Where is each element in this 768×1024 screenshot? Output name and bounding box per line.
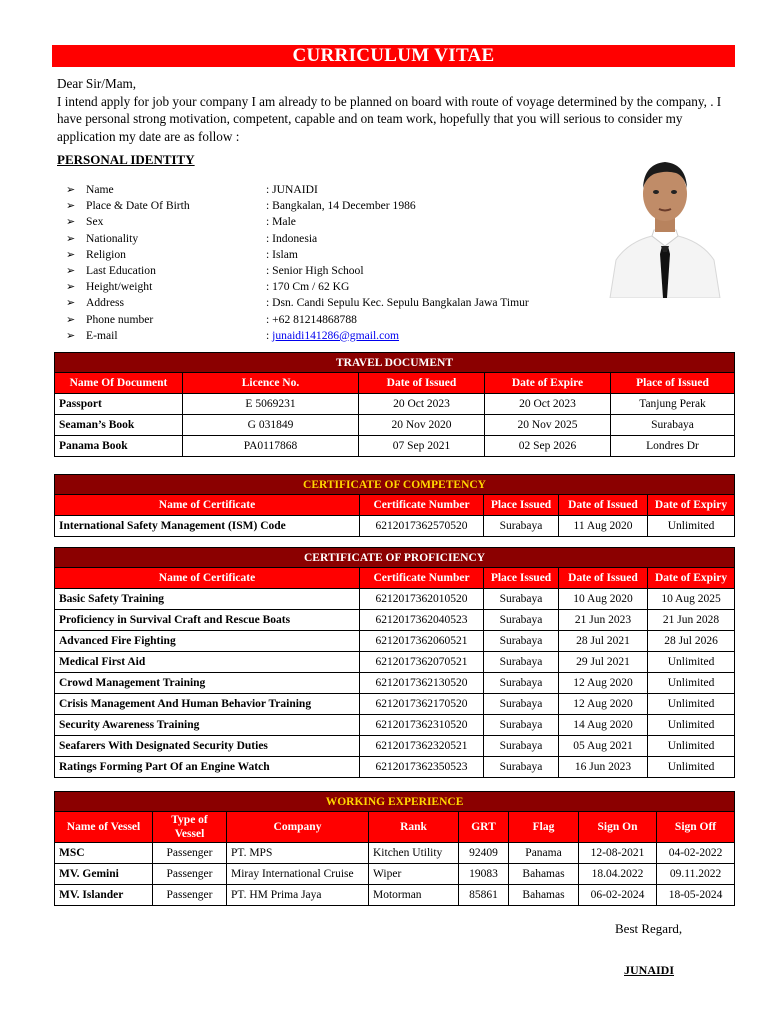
arrow-bullet-icon: ➢ bbox=[66, 200, 76, 213]
identity-label: Nationality bbox=[86, 231, 139, 245]
table-cell: Surabaya bbox=[611, 415, 735, 436]
table-cell: 92409 bbox=[459, 843, 509, 864]
table-cell: 14 Aug 2020 bbox=[559, 715, 648, 736]
email-link[interactable]: junaidi141286@gmail.com bbox=[272, 328, 400, 342]
column-header: Certificate Number bbox=[360, 495, 484, 516]
table-cell: Surabaya bbox=[484, 673, 559, 694]
table-cell: 04-02-2022 bbox=[657, 843, 735, 864]
table-cell: Passport bbox=[55, 394, 183, 415]
table-cell: 12-08-2021 bbox=[579, 843, 657, 864]
table-cell: 85861 bbox=[459, 885, 509, 906]
column-header: Sign Off bbox=[657, 812, 735, 843]
table-cell: 6212017362130520 bbox=[360, 673, 484, 694]
table-cell: 20 Oct 2023 bbox=[359, 394, 485, 415]
table-row bbox=[55, 610, 735, 631]
column-header: Date of Expiry bbox=[648, 568, 735, 589]
column-header: Licence No. bbox=[183, 373, 359, 394]
section-title-row bbox=[55, 548, 735, 568]
arrow-bullet-icon: ➢ bbox=[66, 264, 76, 277]
table-cell: Kitchen Utility bbox=[369, 843, 459, 864]
arrow-bullet-icon: ➢ bbox=[66, 248, 76, 261]
section-title: WORKING EXPERIENCE bbox=[55, 792, 735, 812]
table-cell: 12 Aug 2020 bbox=[559, 673, 648, 694]
table-cell: Seaman’s Book bbox=[55, 415, 183, 436]
identity-value: : 170 Cm / 62 KG bbox=[266, 280, 350, 294]
table-cell: Motorman bbox=[369, 885, 459, 906]
identity-value: : JUNAIDI bbox=[266, 183, 318, 196]
column-header: Date of Expire bbox=[485, 373, 611, 394]
table-cell: Surabaya bbox=[484, 652, 559, 673]
table-cell: 06-02-2024 bbox=[579, 885, 657, 906]
column-header: Name of Certificate bbox=[55, 495, 360, 516]
table-cell: 6212017362350523 bbox=[360, 757, 484, 778]
identity-value: : Dsn. Candi Sepulu Kec. Sepulu Bangkalan Jawa Timur bbox=[266, 296, 529, 310]
table-cell: Miray International Cruise bbox=[227, 864, 369, 885]
intro-paragraph: I intend apply for job your company I am already to be planned on board with route of voyage determined by the company, . I have personal strong motivation, competent, capable and on team work, hopefully that you will serious to consider my application my date are as follow : bbox=[57, 93, 722, 144]
table-row bbox=[55, 715, 735, 736]
identity-value: : Senior High School bbox=[266, 263, 364, 277]
header-row bbox=[55, 568, 735, 589]
table-row bbox=[55, 589, 735, 610]
table-row bbox=[55, 394, 735, 415]
section-title-row bbox=[55, 475, 735, 495]
column-header: Certificate Number bbox=[360, 568, 484, 589]
section-title: TRAVEL DOCUMENT bbox=[55, 353, 735, 373]
table-cell: Passenger bbox=[153, 843, 227, 864]
table-cell: Unlimited bbox=[648, 652, 735, 673]
document-title: CURRICULUM VITAE bbox=[52, 45, 735, 67]
table-cell: Panama Book bbox=[55, 436, 183, 457]
arrow-bullet-icon: ➢ bbox=[66, 297, 76, 310]
table-cell: Surabaya bbox=[484, 631, 559, 652]
table-row bbox=[55, 631, 735, 652]
table-cell: 11 Aug 2020 bbox=[559, 516, 648, 537]
table-cell: Surabaya bbox=[484, 516, 559, 537]
table-cell: Seafarers With Designated Security Duties bbox=[55, 736, 360, 757]
table-cell: 20 Oct 2023 bbox=[485, 394, 611, 415]
certificate-of-competency-table bbox=[54, 474, 735, 537]
column-header: Company bbox=[227, 812, 369, 843]
table-row bbox=[55, 694, 735, 715]
table-cell: Surabaya bbox=[484, 736, 559, 757]
section-title: CERTIFICATE OF COMPETENCY bbox=[55, 475, 735, 495]
table-cell: 10 Aug 2020 bbox=[559, 589, 648, 610]
table-cell: Unlimited bbox=[648, 673, 735, 694]
table-cell: MV. Islander bbox=[55, 885, 153, 906]
identity-label: Sex bbox=[86, 215, 104, 229]
table-cell: 6212017362320521 bbox=[360, 736, 484, 757]
travel-document-table bbox=[54, 352, 735, 457]
table-cell: 6212017362070521 bbox=[360, 652, 484, 673]
table-cell: G 031849 bbox=[183, 415, 359, 436]
column-header: Date of Issued bbox=[359, 373, 485, 394]
profile-photo bbox=[606, 142, 724, 298]
table-cell: MV. Gemini bbox=[55, 864, 153, 885]
table-cell: 6212017362060521 bbox=[360, 631, 484, 652]
identity-value: : Male bbox=[266, 215, 296, 229]
table-cell: PT. MPS bbox=[227, 843, 369, 864]
table-cell: MSC bbox=[55, 843, 153, 864]
header-row bbox=[55, 495, 735, 516]
column-header: Type of Vessel bbox=[153, 812, 227, 843]
table-cell: 02 Sep 2026 bbox=[485, 436, 611, 457]
table-cell: Security Awareness Training bbox=[55, 715, 360, 736]
table-cell: Unlimited bbox=[648, 736, 735, 757]
table-cell: Tanjung Perak bbox=[611, 394, 735, 415]
table-cell: Unlimited bbox=[648, 715, 735, 736]
table-cell: 07 Sep 2021 bbox=[359, 436, 485, 457]
table-cell: PT. HM Prima Jaya bbox=[227, 885, 369, 906]
table-cell: 21 Jun 2023 bbox=[559, 610, 648, 631]
table-cell: Londres Dr bbox=[611, 436, 735, 457]
table-cell: Proficiency in Survival Craft and Rescue Boats bbox=[55, 610, 360, 631]
column-header: Date of Expiry bbox=[648, 495, 735, 516]
column-header: Name of Certificate bbox=[55, 568, 360, 589]
table-row bbox=[55, 673, 735, 694]
identity-value: : Bangkalan, 14 December 1986 bbox=[266, 199, 416, 213]
certificate-of-proficiency-table bbox=[54, 547, 735, 778]
table-cell: Crowd Management Training bbox=[55, 673, 360, 694]
column-header: GRT bbox=[459, 812, 509, 843]
personal-identity-heading: PERSONAL IDENTITY bbox=[57, 152, 195, 167]
table-cell: Ratings Forming Part Of an Engine Watch bbox=[55, 757, 360, 778]
identity-label: Name bbox=[86, 183, 114, 196]
section-title-row bbox=[55, 353, 735, 373]
table-cell: 29 Jul 2021 bbox=[559, 652, 648, 673]
table-row bbox=[55, 736, 735, 757]
table-row bbox=[55, 415, 735, 436]
header-row bbox=[55, 812, 735, 843]
table-row bbox=[55, 885, 735, 906]
column-header: Place Issued bbox=[484, 568, 559, 589]
arrow-bullet-icon: ➢ bbox=[66, 232, 76, 245]
table-cell: 19083 bbox=[459, 864, 509, 885]
table-cell: 20 Nov 2020 bbox=[359, 415, 485, 436]
table-row bbox=[55, 652, 735, 673]
working-experience-table bbox=[54, 791, 735, 906]
identity-label: E-mail bbox=[86, 328, 118, 342]
table-cell: 6212017362170520 bbox=[360, 694, 484, 715]
identity-value bbox=[266, 328, 399, 344]
table-cell: 6212017362040523 bbox=[360, 610, 484, 631]
table-cell: Unlimited bbox=[648, 516, 735, 537]
arrow-bullet-icon: ➢ bbox=[66, 281, 76, 294]
section-title: CERTIFICATE OF PROFICIENCY bbox=[55, 548, 735, 568]
column-header: Sign On bbox=[579, 812, 657, 843]
closing-regard: Best Regard, bbox=[615, 921, 683, 936]
column-header: Date of Issued bbox=[559, 495, 648, 516]
table-cell: 6212017362570520 bbox=[360, 516, 484, 537]
table-cell: 09.11.2022 bbox=[657, 864, 735, 885]
column-header: Flag bbox=[509, 812, 579, 843]
table-cell: Passenger bbox=[153, 864, 227, 885]
column-header: Name of Vessel bbox=[55, 812, 153, 843]
table-cell: Bahamas bbox=[509, 885, 579, 906]
identity-label: Place & Date Of Birth bbox=[86, 199, 190, 213]
table-cell: PA0117868 bbox=[183, 436, 359, 457]
header-row bbox=[55, 373, 735, 394]
column-header: Date of Issued bbox=[559, 568, 648, 589]
table-cell: E 5069231 bbox=[183, 394, 359, 415]
table-cell: Surabaya bbox=[484, 757, 559, 778]
table-cell: 6212017362010520 bbox=[360, 589, 484, 610]
table-cell: 20 Nov 2025 bbox=[485, 415, 611, 436]
identity-label: Height/weight bbox=[86, 280, 153, 294]
signature-name: JUNAIDI bbox=[624, 963, 675, 977]
column-header: Name Of Document bbox=[55, 373, 183, 394]
identity-label: Last Education bbox=[86, 263, 156, 277]
column-header: Rank bbox=[369, 812, 459, 843]
section-title-row bbox=[55, 792, 735, 812]
table-cell: 28 Jul 2026 bbox=[648, 631, 735, 652]
table-row bbox=[55, 843, 735, 864]
table-cell: 05 Aug 2021 bbox=[559, 736, 648, 757]
table-row bbox=[55, 864, 735, 885]
table-cell: Advanced Fire Fighting bbox=[55, 631, 360, 652]
table-cell: Unlimited bbox=[648, 757, 735, 778]
table-cell: 18.04.2022 bbox=[579, 864, 657, 885]
table-cell: 28 Jul 2021 bbox=[559, 631, 648, 652]
column-header: Place of Issued bbox=[611, 373, 735, 394]
table-cell: Surabaya bbox=[484, 715, 559, 736]
identity-label: Phone number bbox=[86, 312, 154, 326]
table-cell: Passenger bbox=[153, 885, 227, 906]
table-cell: Basic Safety Training bbox=[55, 589, 360, 610]
identity-label: Address bbox=[86, 296, 124, 310]
table-row bbox=[55, 516, 735, 537]
table-cell: Crisis Management And Human Behavior Training bbox=[55, 694, 360, 715]
table-cell: Surabaya bbox=[484, 589, 559, 610]
cover-letter bbox=[57, 75, 737, 145]
table-cell: Medical First Aid bbox=[55, 652, 360, 673]
table-cell: 12 Aug 2020 bbox=[559, 694, 648, 715]
identity-value-prefix: : bbox=[266, 328, 273, 342]
table-cell: 21 Jun 2028 bbox=[648, 610, 735, 631]
arrow-bullet-icon: ➢ bbox=[66, 329, 76, 342]
table-cell: Panama bbox=[509, 843, 579, 864]
identity-value: : Islam bbox=[266, 247, 298, 261]
table-cell: 10 Aug 2025 bbox=[648, 589, 735, 610]
table-cell: Surabaya bbox=[484, 694, 559, 715]
arrow-bullet-icon: ➢ bbox=[66, 313, 76, 326]
table-cell: 18-05-2024 bbox=[657, 885, 735, 906]
greeting: Dear Sir/Mam, bbox=[57, 76, 137, 91]
table-cell: International Safety Management (ISM) Code bbox=[55, 516, 360, 537]
table-cell: 6212017362310520 bbox=[360, 715, 484, 736]
table-cell: Wiper bbox=[369, 864, 459, 885]
table-cell: Unlimited bbox=[648, 694, 735, 715]
arrow-bullet-icon: ➢ bbox=[66, 184, 76, 196]
column-header: Place Issued bbox=[484, 495, 559, 516]
table-cell: 16 Jun 2023 bbox=[559, 757, 648, 778]
table-cell: Bahamas bbox=[509, 864, 579, 885]
identity-value: : +62 81214868788 bbox=[266, 312, 357, 326]
table-cell: Surabaya bbox=[484, 610, 559, 631]
table-row bbox=[55, 757, 735, 778]
arrow-bullet-icon: ➢ bbox=[66, 216, 76, 229]
identity-label: Religion bbox=[86, 247, 126, 261]
table-row bbox=[55, 436, 735, 457]
identity-value: : Indonesia bbox=[266, 231, 318, 245]
